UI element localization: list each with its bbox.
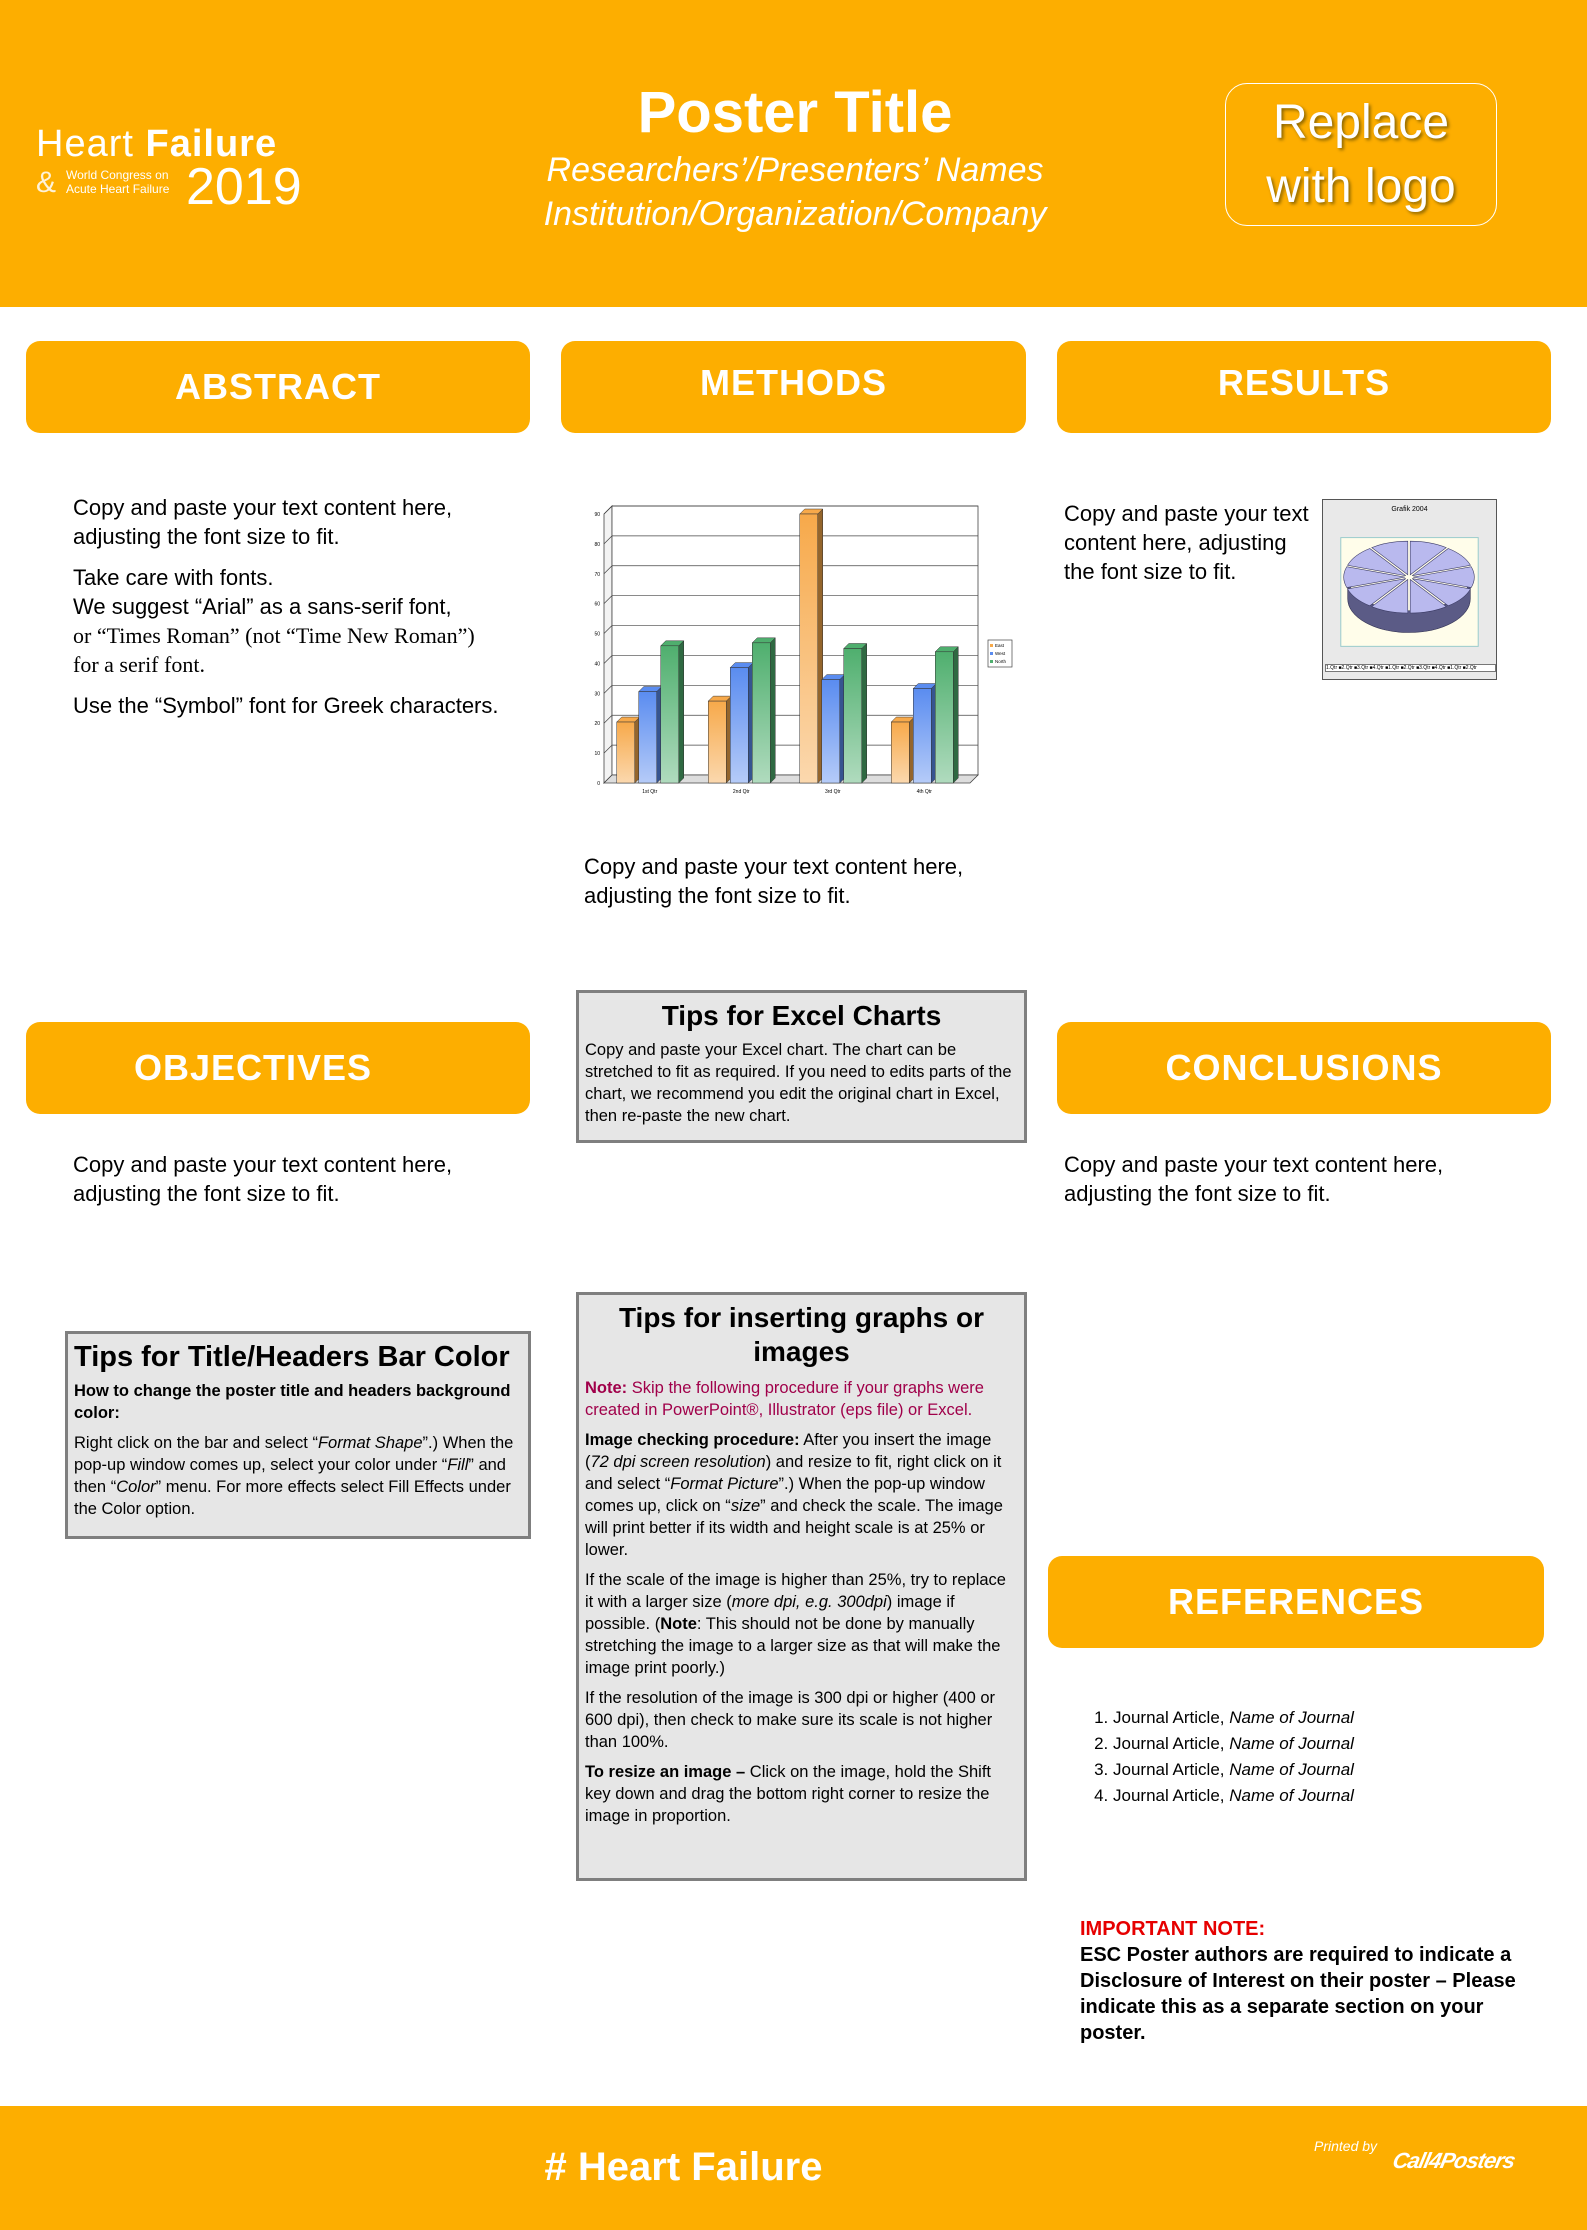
y-tick-label: 20 [594, 721, 600, 728]
brand-ampersand: & [36, 166, 57, 199]
bar-side [770, 638, 775, 783]
bar-north-3 [844, 649, 862, 784]
references-list [1085, 1705, 1354, 1809]
scale-text-c: ) image if possible. ( [585, 1593, 955, 1633]
legend-swatch [990, 644, 993, 647]
bar-east-4 [891, 722, 909, 783]
tips-color-text-4: ” menu. For more effects select Fill Effects under the Color option. [74, 1478, 511, 1518]
printed-by-label: Printed by [1314, 2138, 1378, 2154]
institution-name: Institution/Organization/Company [543, 195, 1047, 233]
pie-chart-title: Grafik 2004 [1391, 506, 1428, 513]
tips-excel-charts-box [576, 990, 1027, 1143]
poster-title: Poster Title [637, 80, 953, 145]
bar-east-3 [800, 514, 818, 783]
reference-item [1113, 1705, 1354, 1731]
y-tick-label: 10 [594, 751, 600, 758]
brand-line2: Acute Heart Failure [66, 182, 170, 196]
objectives-body: Copy and paste your text content here, adjusting the font size to fit. [73, 1152, 453, 1206]
reference-article: Journal Article, [1113, 1734, 1230, 1753]
printer-logo: Call4Posters [1390, 2148, 1518, 2173]
reference-item [1113, 1731, 1354, 1757]
legend-label: East [995, 643, 1005, 648]
x-tick-label: 2nd Qtr [732, 789, 750, 795]
tips-graphs-scale [585, 1569, 1018, 1679]
methods-header [561, 341, 1026, 433]
pie-chart-plot [1323, 500, 1496, 679]
important-note-text: ESC Poster authors are required to indicate a Disclosure of Interest on their poster – Please indicate this as a separate section on your poster. [1080, 1944, 1516, 2044]
tips-graphs-procedure [585, 1429, 1018, 1561]
y-tick-label: 70 [594, 571, 600, 578]
note-label: Note: [585, 1379, 628, 1397]
resize-label: To resize an image – [585, 1763, 746, 1781]
bar-north-1 [661, 646, 679, 783]
tips-excel-text: Copy and paste your Excel chart. The chart can be stretched to fit as required. If you need to edits parts of the chart, we recommend you edit the original chart in Excel, then re-paste the new chart. [585, 1041, 1012, 1125]
objectives-header [26, 1022, 530, 1114]
references-heading: REFERENCES [1167, 1581, 1425, 1622]
results-body: Copy and paste your text content here, adjusting the font size to fit. [1064, 501, 1309, 584]
logo-placeholder [1225, 83, 1497, 226]
abstract-heading: ABSTRACT [175, 366, 381, 407]
note-text: Skip the following procedure if your graphs were created in PowerPoint®, Illustrator (eps file) or Excel. [585, 1379, 984, 1419]
reference-article: Journal Article, [1113, 1786, 1230, 1805]
tips-excel-title: Tips for Excel Charts [661, 1000, 942, 1031]
methods-heading: METHODS [700, 362, 887, 403]
bar-west-3 [822, 680, 840, 783]
brand-subtitle [66, 168, 169, 196]
procedure-text-d: Format Picture [670, 1475, 779, 1493]
x-tick-label: 4th Qtr [916, 789, 932, 795]
y-tick-label: 0 [597, 781, 600, 787]
chart-side-wall [604, 506, 612, 783]
resize-text: Click on the image, hold the Shift key down and drag the bottom right corner to resize the image in proportion. [585, 1763, 991, 1825]
reference-item [1113, 1757, 1354, 1783]
important-note [1080, 1916, 1520, 2046]
procedure-label: Image checking procedure: [585, 1431, 800, 1449]
legend-label: North [995, 659, 1007, 664]
abstract-header [26, 341, 530, 433]
reference-article: Journal Article, [1113, 1708, 1230, 1727]
brand-line1: World Congress on [66, 168, 169, 182]
tips-color-text-3: ” and then “ [74, 1456, 506, 1496]
results-heading: RESULTS [1217, 362, 1391, 403]
reference-journal: Name of Journal [1229, 1760, 1354, 1779]
bar-east-1 [617, 722, 635, 783]
logo-placeholder-line2: with logo [1266, 159, 1456, 213]
tips-color-title: Tips for Title/Headers Bar Color [74, 1341, 510, 1373]
legend-label: West [995, 651, 1006, 656]
abstract-fonts-line2: We suggest “Arial” as a sans-serif font, [73, 594, 452, 619]
y-tick-label: 60 [594, 601, 600, 608]
abstract-paragraph-2 [73, 563, 533, 679]
results-header [1057, 341, 1551, 433]
reference-journal: Name of Journal [1229, 1734, 1354, 1753]
brand-word-failure: Failure [145, 123, 278, 165]
y-tick-label: 30 [594, 691, 600, 698]
legend-swatch [990, 652, 993, 655]
pie-chart-legend: 1.Qtr ■2.Qtr ■3.Qtr ■4.Qtr ■1.Qtr ■2.Qtr ■3.Qtr ■4.Qtr ■1.Qtr ■2.Qtr [1325, 664, 1496, 672]
tips-color-text-1: Right click on the bar and select “ [74, 1434, 318, 1452]
brand-word-heart: Heart [36, 123, 134, 165]
bar-west-2 [730, 668, 748, 783]
conclusions-body: Copy and paste your text content here, adjusting the font size to fit. [1064, 1152, 1444, 1206]
important-note-label: IMPORTANT NOTE: [1080, 1918, 1266, 1940]
researchers-names: Researchers’/Presenters’ Names [546, 151, 1044, 189]
tips-color-text-2: ”.) When the pop-up window comes up, select your color under “ [74, 1434, 514, 1474]
results-pie-chart [1322, 499, 1497, 680]
bar-west-1 [639, 692, 657, 783]
references-header [1048, 1556, 1544, 1648]
reference-item [1113, 1783, 1354, 1809]
tips-graphs-title: Tips for inserting graphs or images [618, 1302, 985, 1367]
methods-bar-chart [556, 500, 1016, 805]
procedure-text-c: ) and resize to fit, right click on it and select “ [585, 1453, 1002, 1493]
y-tick-label: 50 [594, 631, 600, 638]
abstract-paragraph-1: Copy and paste your text content here, adjusting the font size to fit. [73, 495, 453, 549]
procedure-text-g: ” and check the scale. The image will print better if its width and height scale is at 25% or lower. [585, 1497, 1003, 1559]
title-block [420, 78, 1170, 236]
color-term: Color [116, 1478, 156, 1496]
scale-text-e: : This should not be done by manually stretching the image to a larger size as that will make the image print poorly.) [585, 1615, 1001, 1677]
tips-graphs-box [576, 1292, 1027, 1881]
bar-side [679, 641, 684, 783]
bar-north-2 [752, 643, 770, 783]
bar-north-4 [935, 652, 953, 783]
conclusions-heading: CONCLUSIONS [1165, 1047, 1443, 1088]
logo-placeholder-line1: Replace [1272, 95, 1450, 149]
procedure-text-f: size [730, 1497, 761, 1515]
fill-term: Fill [447, 1456, 469, 1474]
bar-side [953, 647, 958, 783]
procedure-text-a: After you insert the image ( [585, 1431, 992, 1471]
x-tick-label: 1st Qtr [642, 789, 658, 795]
procedure-text-e: ”.) When the pop-up window comes up, click on “ [585, 1475, 985, 1515]
procedure-text-b: 72 dpi screen resolution [590, 1453, 766, 1471]
congress-logo [36, 123, 336, 216]
legend-swatch [990, 660, 993, 663]
scale-text-b: more dpi, e.g. 300dpi [731, 1593, 887, 1611]
tips-header-color-box [65, 1331, 531, 1539]
abstract-paragraph-3: Use the “Symbol” font for Greek characters. [73, 693, 499, 718]
y-tick-label: 40 [594, 661, 600, 668]
abstract-fonts-line4: for a serif font. [73, 652, 205, 677]
scale-text-a: If the scale of the image is higher than 25%, try to replace it with a larger size ( [585, 1571, 1006, 1611]
reference-journal: Name of Journal [1229, 1708, 1354, 1727]
tips-graphs-resize [585, 1761, 1018, 1827]
tips-graphs-resolution: If the resolution of the image is 300 dpi or higher (400 or 600 dpi), then check to make sure its scale is not higher than 100%. [585, 1689, 995, 1751]
bar-side [862, 644, 867, 784]
footer-hashtag: # Heart Failure [544, 2145, 823, 2189]
abstract-body [73, 493, 533, 732]
tips-color-text [74, 1432, 522, 1520]
tips-graphs-note [585, 1377, 1018, 1421]
format-shape-term: Format Shape [317, 1434, 423, 1452]
abstract-fonts-line1: Take care with fonts. [73, 565, 274, 590]
y-tick-label: 90 [594, 512, 600, 518]
abstract-fonts-line3: or “Times Roman” (not “Time New Roman”) [73, 623, 475, 648]
methods-body: Copy and paste your text content here, adjusting the font size to fit. [584, 854, 964, 908]
bar-west-4 [913, 689, 931, 783]
x-tick-label: 3rd Qtr [824, 789, 841, 795]
scale-note-label: Note [660, 1615, 697, 1633]
bar-east-2 [708, 701, 726, 783]
reference-journal: Name of Journal [1229, 1786, 1354, 1805]
brand-year: 2019 [186, 158, 302, 216]
conclusions-header [1057, 1022, 1551, 1114]
reference-article: Journal Article, [1113, 1760, 1230, 1779]
y-tick-label: 80 [594, 541, 600, 548]
objectives-heading: OBJECTIVES [133, 1047, 373, 1088]
tips-color-subtitle: How to change the poster title and headers background color: [74, 1382, 511, 1422]
